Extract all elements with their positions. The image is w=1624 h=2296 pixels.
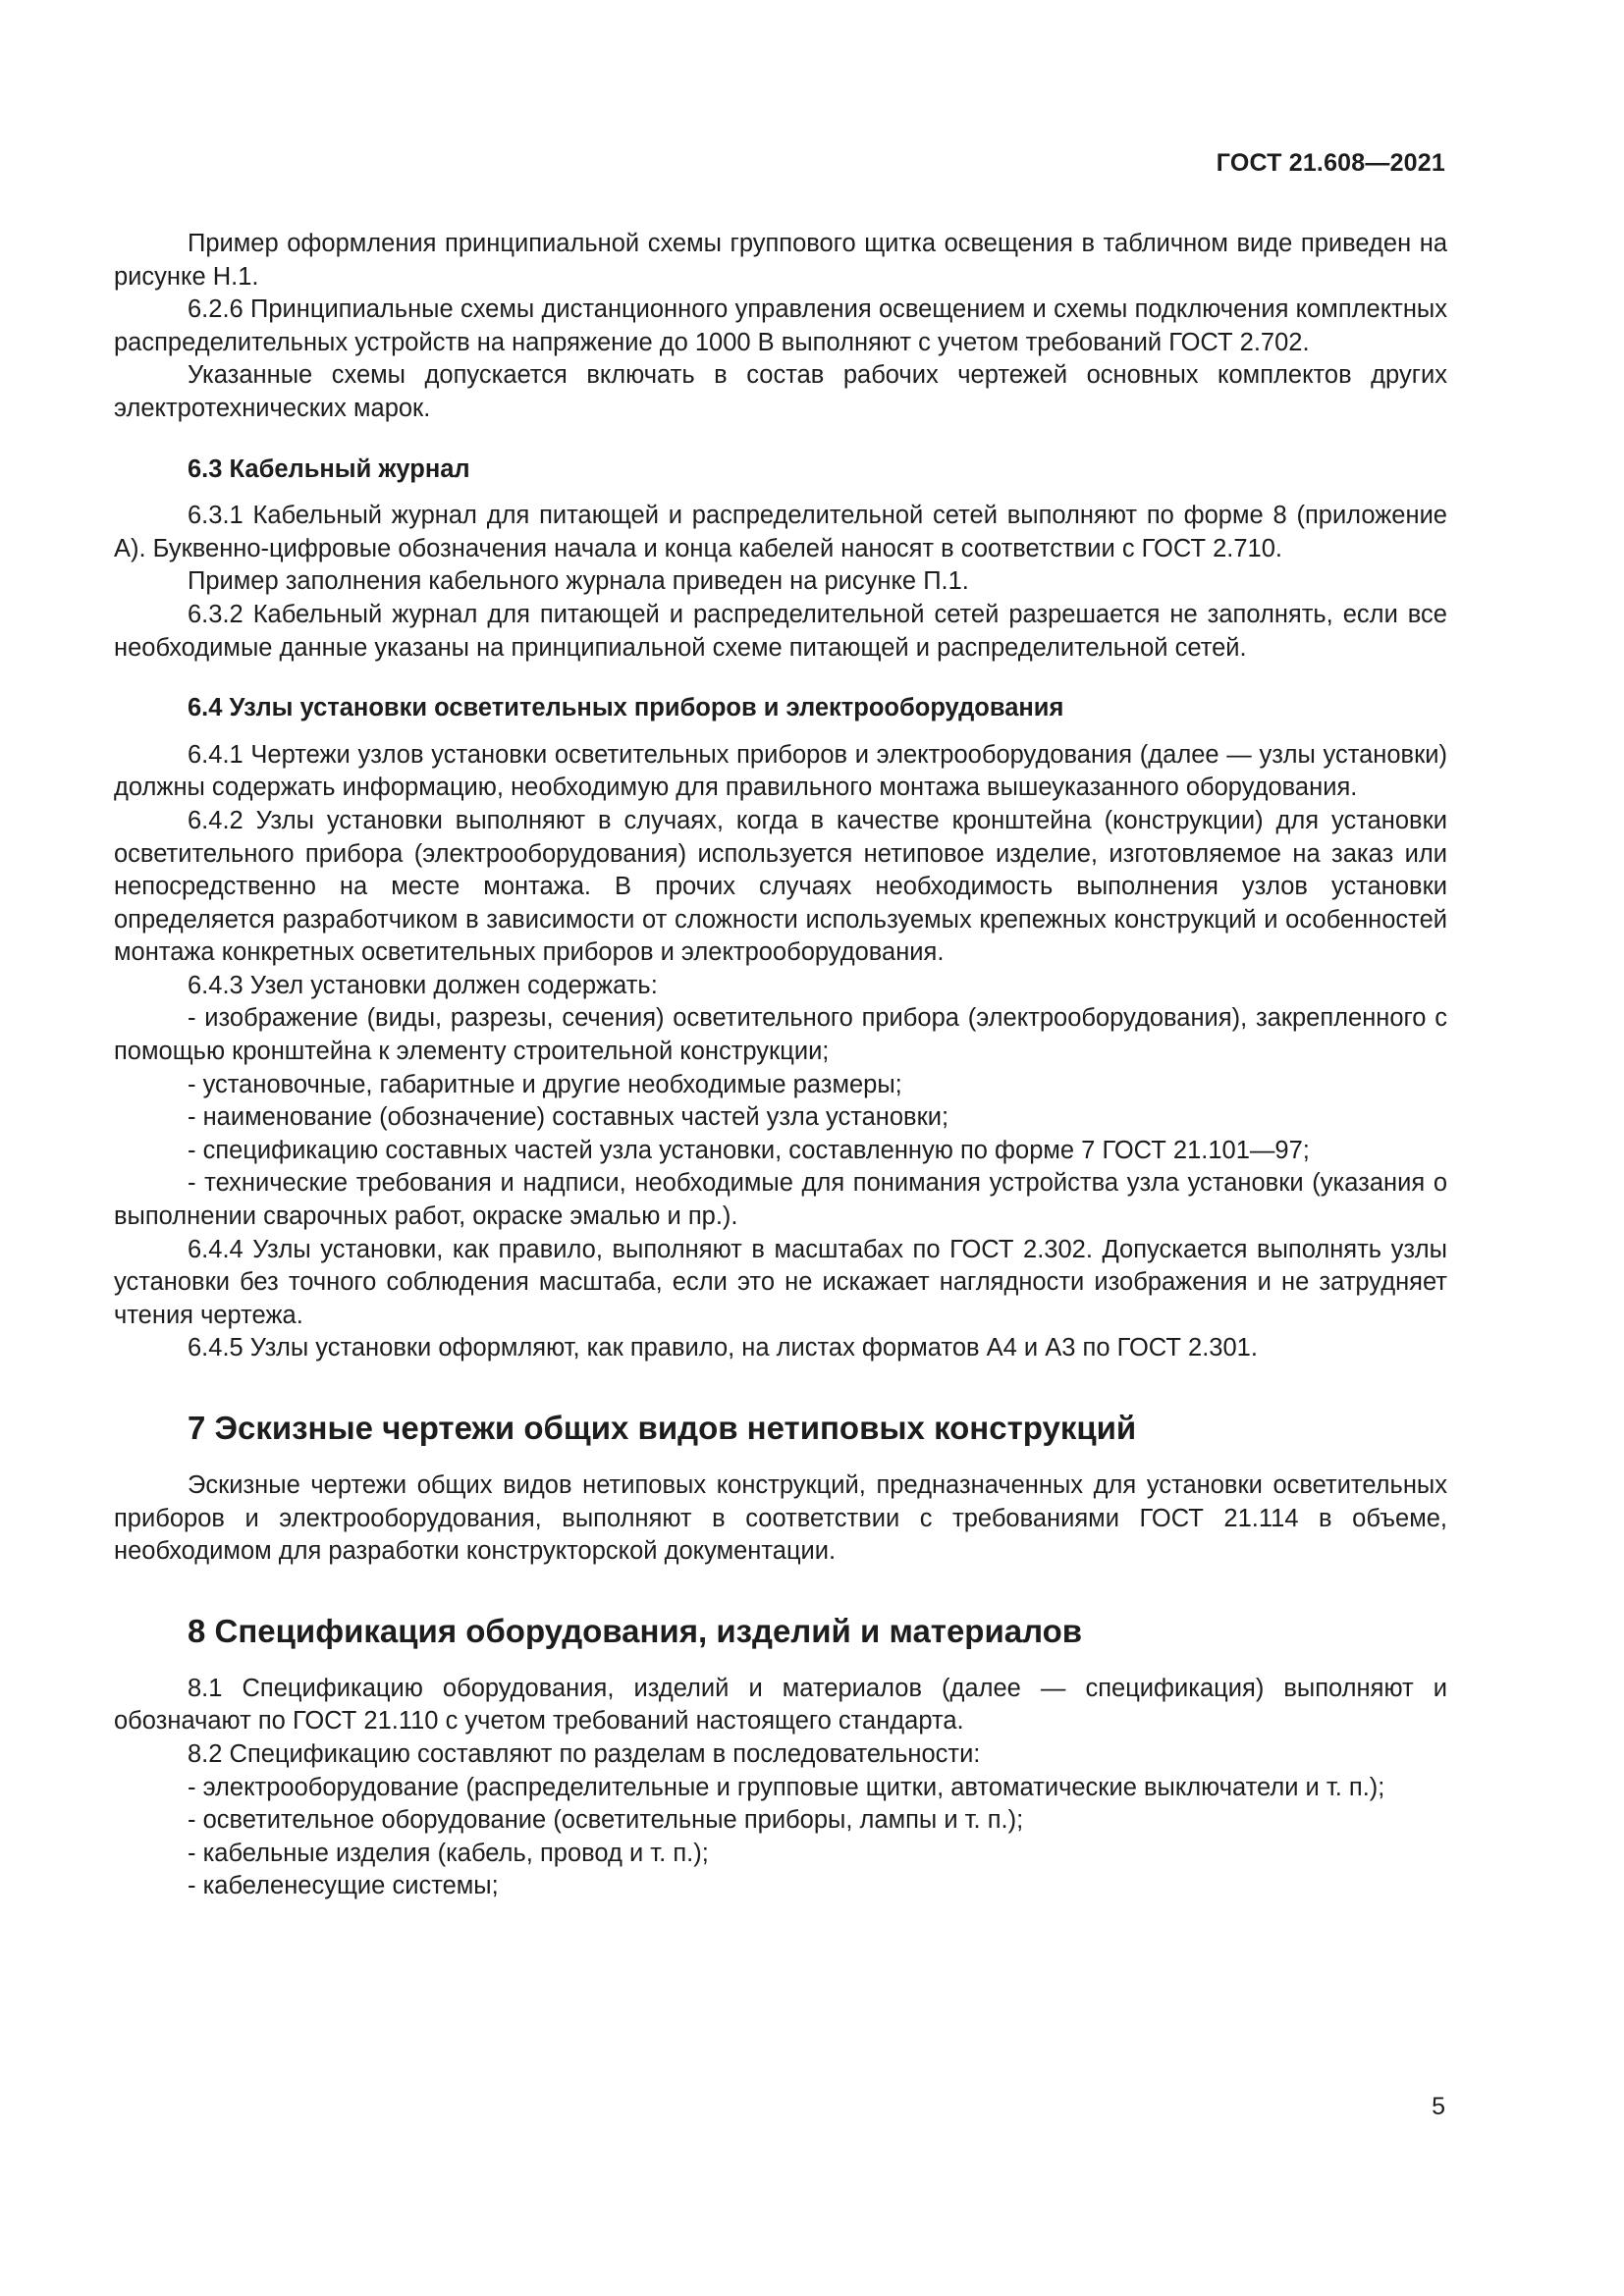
paragraph: Эскизные чертежи общих видов нетиповых конструкций, предназначенных для установки осветительных приборов и электрооборудования, выполняют в соответствии с требованиями ГОСТ 21.114 в объеме, необходимом для разработки конструкторской документации. — [114, 1471, 1447, 1566]
list-item: - электрооборудование (распределительные и групповые щитки, автоматические выключатели и т. п.); — [188, 1773, 1385, 1801]
section-heading-6-4: 6.4 Узлы установки осветительных приборов и электрооборудования — [188, 694, 1064, 722]
list-item: - наименование (обозначение) составных частей узла установки; — [188, 1103, 949, 1132]
paragraph: Пример оформления принципиальной схемы группового щитка освещения в табличном виде приведен на рисунке Н.1. — [114, 230, 1447, 291]
paragraph: 6.3.1 Кабельный журнал для питающей и распределительной сетей выполняют по форме 8 (приложение А). Буквенно-цифровые обозначения начала и конца кабелей наносят в соответствии с ГОСТ 2.710. — [114, 502, 1447, 562]
paragraph: 6.4.2 Узлы установки выполняют в случаях, когда в качестве кронштейна (конструкции) для установки осветительного прибора (электрооборудования) используется нетиповое изделие, изготовляемое на заказ или непосредственно на месте монтажа. В прочих случаях необходимость выполнения узлов установки определяется разработчиком в зависимости от сложности используемых крепежных конструкций и особенностей монтажа конкретных осветительных приборов и электрооборудования. — [114, 806, 1447, 967]
list-item: - технические требования и надписи, необходимые для понимания устройства узла установки (указания о выполнении сварочных работ, окраске эмалью и пр.). — [114, 1169, 1447, 1231]
paragraph: 6.4.3 Узел установки должен содержать: — [188, 971, 658, 999]
paragraph: 8.2 Спецификацию составляют по разделам в последовательности: — [188, 1739, 981, 1768]
paragraph: 6.4.1 Чертежи узлов установки осветительных приборов и электрооборудования (далее — узлы установки) должны содержать информацию, необходимую для правильного монтажа вышеуказанного оборудования. — [114, 740, 1447, 802]
list-item: - кабельные изделия (кабель, провод и т. п.); — [188, 1839, 709, 1867]
list-item: - спецификацию составных частей узла установки, составленную по форме 7 ГОСТ 21.101—97; — [188, 1136, 1310, 1164]
document-code: ГОСТ 21.608—2021 — [1216, 149, 1445, 177]
paragraph: 6.4.5 Узлы установки оформляют, как правило, на листах форматов А4 и А3 по ГОСТ 2.301. — [188, 1334, 1258, 1362]
list-item: - установочные, габаритные и другие необходимые размеры; — [188, 1070, 902, 1098]
paragraph: Указанные схемы допускается включать в состав рабочих чертежей основных комплектов других электротехнических марок. — [114, 361, 1447, 422]
page-number: 5 — [1432, 2093, 1445, 2120]
paragraph: 6.2.6 Принципиальные схемы дистанционного управления освещением и схемы подключения комплектных распределительных устройств на напряжение до 1000 В выполняют с учетом требований ГОСТ 2.702. — [114, 295, 1447, 356]
chapter-heading-8: 8 Спецификация оборудования, изделий и материалов — [188, 1612, 1083, 1649]
paragraph: 6.3.2 Кабельный журнал для питающей и распределительной сетей разрешается не заполнять, если все необходимые данные указаны на принципиальной схеме питающей и распределительной сетей. — [114, 600, 1447, 662]
document-body — [114, 228, 1447, 1903]
chapter-heading-7: 7 Эскизные чертежи общих видов нетиповых конструкций — [188, 1410, 1137, 1446]
paragraph: Пример заполнения кабельного журнала приведен на рисунке П.1. — [188, 567, 969, 596]
section-heading-6-3: 6.3 Кабельный журнал — [188, 454, 470, 483]
list-item: - кабеленесущие системы; — [188, 1872, 499, 1900]
list-item: - изображение (виды, разрезы, сечения) осветительного прибора (электрооборудования), закрепленного с помощью кронштейна к элементу строительной конструкции; — [114, 1004, 1447, 1066]
paragraph: 6.4.4 Узлы установки, как правило, выполняют в масштабах по ГОСТ 2.302. Допускается выполнять узлы установки без точного соблюдения масштаба, если это не искажает наглядности изображения и не затрудняет чтения чертежа. — [114, 1235, 1447, 1329]
paragraph: 8.1 Спецификацию оборудования, изделий и материалов (далее — спецификация) выполняют и обозначают по ГОСТ 21.110 с учетом требований настоящего стандарта. — [114, 1674, 1447, 1735]
list-item: - осветительное оборудование (осветительные приборы, лампы и т. п.); — [188, 1806, 1024, 1835]
